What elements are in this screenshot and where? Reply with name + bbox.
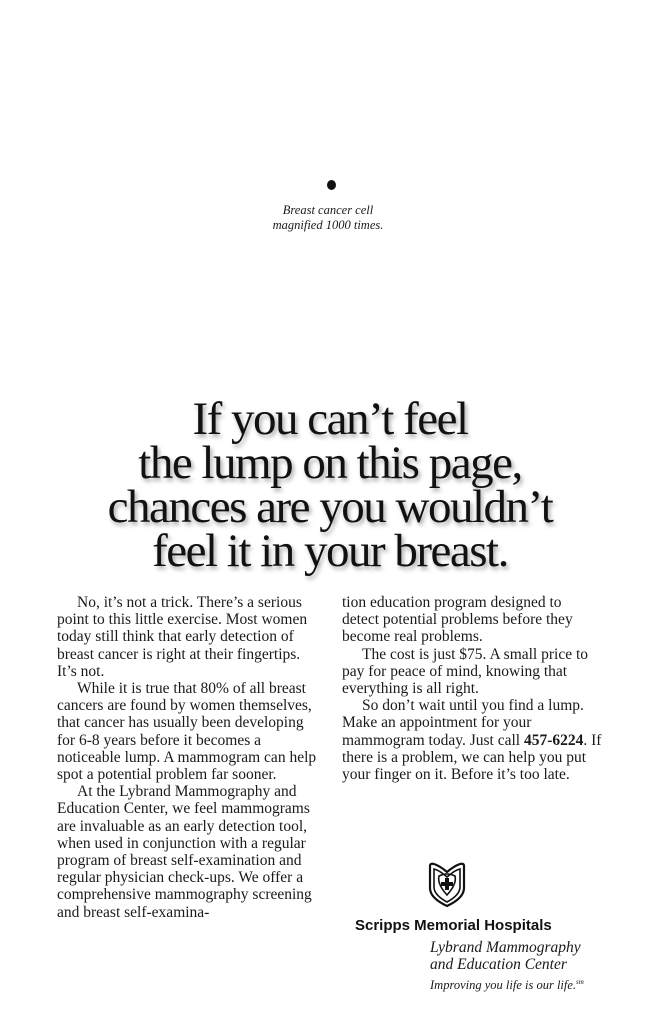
center-name-line-1: Lybrand Mammography <box>430 939 581 956</box>
headline-line-1: If you can’t feel <box>192 393 468 445</box>
cancer-cell-dot <box>327 180 336 190</box>
service-mark: sm <box>576 978 584 986</box>
caption-line-1: Breast cancer cell <box>282 203 374 217</box>
body-column-right <box>342 594 602 783</box>
body-paragraph-1: No, it’s not a trick. There’s a serious point to this little exercise. Most women today still think that early detection of breast cancer is right at their fingertips. It’s not. <box>57 594 308 680</box>
phone-number: 457-6224 <box>523 731 584 749</box>
center-name-line-2: and Education Center <box>430 956 567 973</box>
headline-line-2: the lump on this page, <box>138 437 522 489</box>
body-column-left <box>57 594 322 921</box>
tagline <box>430 978 630 993</box>
call-to-action-text: So don’t wait until you find a lump. Make an appointment for your mammogram today. Just call <box>342 697 584 749</box>
heart-cross-logo-icon <box>426 862 468 908</box>
caption-line-2: magnified 1000 times. <box>272 218 384 232</box>
cell-caption <box>228 203 428 233</box>
body-paragraph-3: At the Lybrand Mammography and Education Center, we feel mammograms are invaluable as an early detection tool, when used in conjunction with a regular program of breast self-examination and regular physician check-ups. We offer a comprehensive mammography screening and breast self-examina- <box>57 783 312 921</box>
body-paragraph-5 <box>342 697 602 783</box>
hospital-name: Scripps Memorial Hospitals <box>355 917 552 934</box>
call-to-action-closing: . If there is a problem, we can help you put your finger on it. Before it’s too late. <box>342 731 602 784</box>
headline-line-4: feel it in your breast. <box>152 525 508 577</box>
center-name <box>430 939 630 973</box>
headline <box>60 393 600 577</box>
body-paragraph-2: While it is true that 80% of all breast cancers are found by women themselves, that cancer has usually been developing for 6-8 years before it becomes a noticeable lump. A mammogram can help spot a potential problem far sooner. <box>57 680 317 784</box>
body-paragraph-3-continued: tion education program designed to detect potential problems before they become real problems. <box>342 594 573 646</box>
headline-line-3: chances are you wouldn’t <box>107 481 553 533</box>
tagline-text: Improving you life is our life. <box>430 978 577 993</box>
body-paragraph-4: The cost is just $75. A small price to pay for peace of mind, knowing that everything is all right. <box>342 645 589 698</box>
